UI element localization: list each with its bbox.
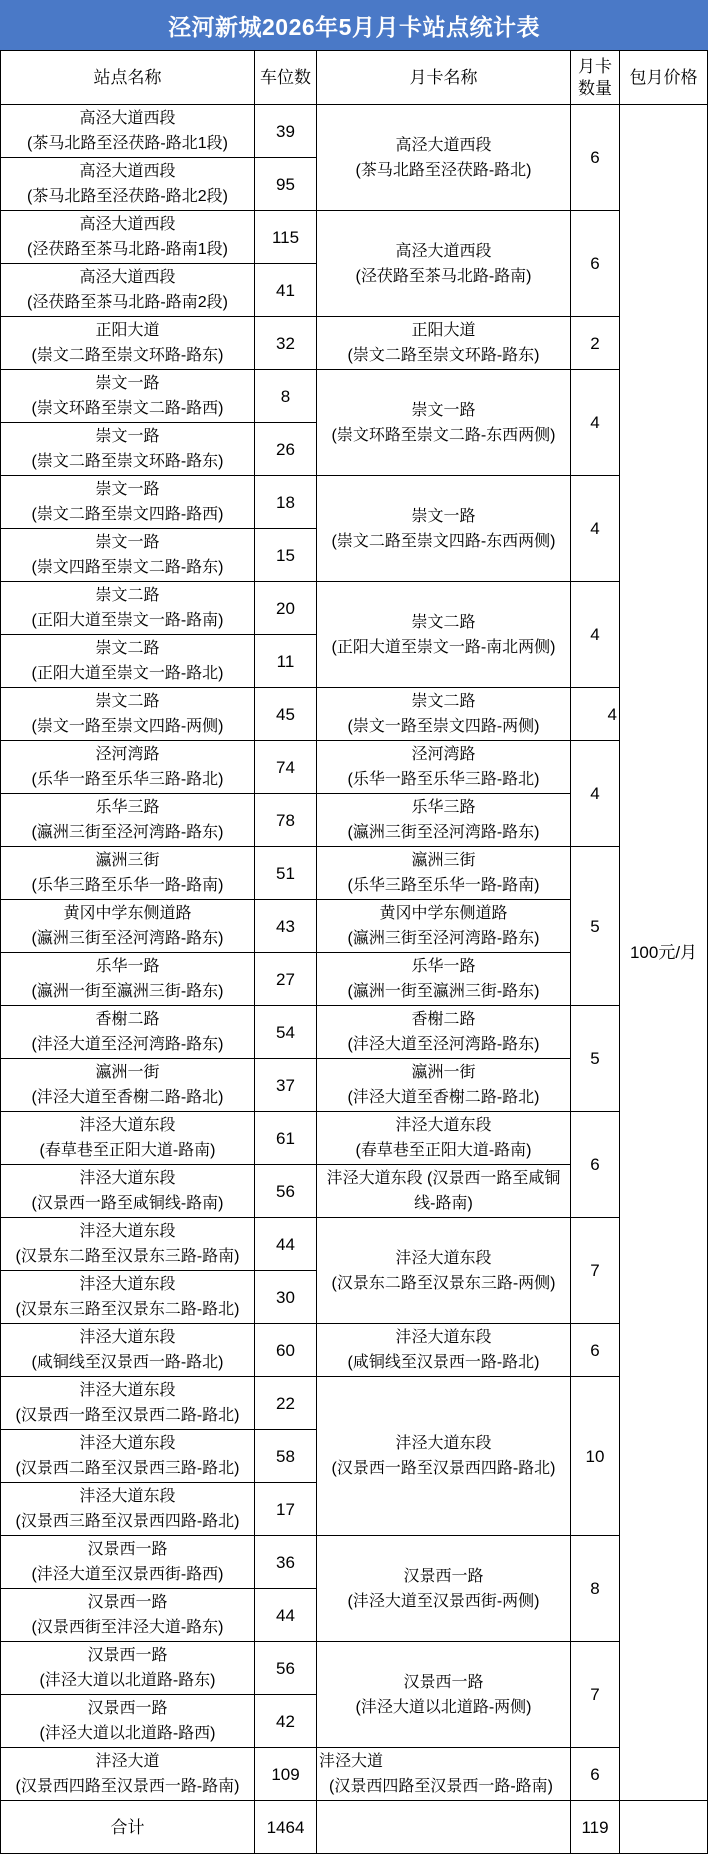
parking-spaces-cell: 56	[255, 1642, 317, 1695]
parking-spaces-cell: 26	[255, 423, 317, 476]
station-row	[1, 1324, 708, 1377]
cell-text-line: 崇文一路	[95, 375, 160, 392]
parking-spaces-cell: 8	[255, 370, 317, 423]
station-name-cell	[1, 264, 255, 317]
station-name-cell	[1, 211, 255, 264]
header-card-name: 月卡名称	[317, 51, 571, 105]
card-count-cell: 7	[571, 1218, 620, 1324]
parking-spaces-cell: 30	[255, 1271, 317, 1324]
header-card-count: 月卡数量	[571, 51, 620, 105]
parking-spaces-cell: 51	[255, 847, 317, 900]
cell-text-line: (崇文二路至崇文环路-路东)	[31, 453, 224, 470]
parking-spaces-cell: 11	[255, 635, 317, 688]
card-name-cell	[317, 953, 571, 1006]
card-count-cell: 5	[571, 1006, 620, 1112]
cell-text-line: 沣泾大道东段	[79, 1329, 176, 1346]
station-name-cell	[1, 1430, 255, 1483]
cell-text-line: (瀛洲三街至泾河湾路-路东)	[347, 930, 540, 947]
card-count-cell: 6	[571, 1324, 620, 1377]
cell-text-line: (崇文二路至崇文环路-路东)	[31, 347, 224, 364]
card-name-cell	[317, 1059, 571, 1112]
station-name-cell	[1, 741, 255, 794]
cell-text-line: 高泾大道西段	[79, 216, 176, 233]
parking-spaces-cell: 37	[255, 1059, 317, 1112]
station-name-cell	[1, 1059, 255, 1112]
total-price-empty	[620, 1801, 708, 1854]
card-count-cell: 6	[571, 1748, 620, 1801]
parking-spaces-cell: 54	[255, 1006, 317, 1059]
cell-text-line: 沣泾大道	[95, 1753, 160, 1770]
cell-text-line: (泾茯路至茶马北路-路南)	[355, 267, 532, 285]
station-row	[1, 1748, 708, 1801]
cell-text-line: 沣泾大道东段	[79, 1435, 176, 1452]
station-name-cell	[1, 158, 255, 211]
cell-text-line: 瀛洲一街	[95, 1064, 160, 1081]
card-name-cell	[317, 1642, 571, 1748]
station-row	[1, 105, 708, 158]
parking-spaces-cell: 18	[255, 476, 317, 529]
cell-text-line: (崇文四路至崇文二路-路东)	[31, 559, 224, 576]
cell-text-line: (沣泾大道至泾河湾路-路东)	[31, 1036, 224, 1053]
total-label: 合计	[1, 1801, 255, 1854]
cell-text-line: 汉景西一路	[87, 1541, 168, 1558]
cell-text-line: 乐华一路	[411, 958, 476, 975]
header-monthly-price: 包月价格	[620, 51, 708, 105]
cell-text-line: (咸铜线至汉景西一路-路北)	[347, 1354, 540, 1371]
card-name-cell	[317, 476, 571, 582]
cell-text-line: (瀛洲三街至泾河湾路-路东)	[347, 824, 540, 841]
station-row	[1, 1642, 708, 1695]
cell-text-line: (瀛洲一街至瀛洲三街-路东)	[31, 983, 224, 1000]
card-name-cell	[317, 1377, 571, 1536]
station-row	[1, 1006, 708, 1059]
cell-text-line: 泾河湾路	[95, 746, 160, 763]
parking-spaces-cell: 44	[255, 1589, 317, 1642]
card-count-cell: 8	[571, 1536, 620, 1642]
parking-spaces-cell: 61	[255, 1112, 317, 1165]
station-name-cell	[1, 1748, 255, 1801]
card-name-cell	[317, 794, 571, 847]
parking-spaces-cell: 58	[255, 1430, 317, 1483]
station-name-cell	[1, 317, 255, 370]
total-card-count: 119	[571, 1801, 620, 1854]
station-row	[1, 1218, 708, 1271]
header-parking-spaces: 车位数	[255, 51, 317, 105]
station-row	[1, 370, 708, 423]
station-row	[1, 1112, 708, 1165]
card-count-cell: 6	[571, 1112, 620, 1218]
station-name-cell	[1, 105, 255, 158]
station-name-cell	[1, 370, 255, 423]
card-name-cell	[317, 370, 571, 476]
total-row	[1, 1801, 708, 1854]
cell-text-line: (茶马北路至泾茯路-路北1段)	[27, 135, 228, 152]
cell-text-line: 黄冈中学东侧道路	[379, 905, 508, 922]
cell-text-line: 沣泾大道东段	[79, 1382, 176, 1399]
cell-text-line: 泾河湾路	[411, 746, 476, 763]
cell-text-line: 崇文一路	[95, 534, 160, 551]
cell-text-line: 沣泾大道东段	[79, 1170, 176, 1187]
station-name-cell	[1, 794, 255, 847]
cell-text-line: 高泾大道西段	[79, 163, 176, 180]
cell-text-line: (崇文环路至崇文二路-东西两侧)	[331, 426, 556, 444]
cell-text-line: 崇文二路	[411, 693, 476, 710]
card-name-cell	[317, 1006, 571, 1059]
cell-text-line: (沣泾大道以北道路-两侧)	[355, 1698, 532, 1716]
parking-spaces-cell: 36	[255, 1536, 317, 1589]
cell-text-line: (崇文二路至崇文四路-东西两侧)	[331, 532, 556, 550]
station-row	[1, 211, 708, 264]
station-row	[1, 476, 708, 529]
cell-text-line: (沣泾大道至汉景西街-路西)	[31, 1566, 224, 1583]
station-row	[1, 1377, 708, 1430]
cell-text-line: (汉景西四路至汉景西一路-路南)	[15, 1778, 240, 1795]
cell-text-line: 汉景西一路	[403, 1567, 484, 1585]
cell-text-line: (咸铜线至汉景西一路-路北)	[31, 1354, 224, 1371]
cell-text-line: 沣泾大道东段	[395, 1249, 492, 1267]
cell-text-line: 高泾大道西段	[79, 110, 176, 127]
card-name-cell	[317, 1165, 571, 1218]
cell-text-line: (汉景西四路至汉景西一路-路南)	[329, 1778, 553, 1795]
card-count-cell: 10	[571, 1377, 620, 1536]
station-name-cell	[1, 1218, 255, 1271]
cell-text-line: (乐华一路至乐华三路-路北)	[31, 771, 224, 788]
cell-text-line: 崇文二路	[95, 587, 160, 604]
cell-text-line: 崇文一路	[95, 481, 160, 498]
card-count-cell: 2	[571, 317, 620, 370]
cell-text-line: 乐华三路	[95, 799, 160, 816]
card-name-cell	[317, 211, 571, 317]
cell-text-line: (沣泾大道至泾河湾路-路东)	[347, 1036, 540, 1053]
station-name-cell	[1, 1165, 255, 1218]
cell-text-line: (泾茯路至茶马北路-路南1段)	[27, 241, 228, 258]
parking-spaces-cell: 39	[255, 105, 317, 158]
cell-text-line: 沣泾大道东段	[79, 1117, 176, 1134]
parking-spaces-cell: 20	[255, 582, 317, 635]
cell-text-line: (正阳大道至崇文一路-南北两侧)	[331, 638, 556, 656]
cell-text-line: 沣泾大道	[319, 1753, 384, 1770]
stations-table	[0, 50, 708, 1854]
station-name-cell	[1, 1695, 255, 1748]
cell-text-line: 沣泾大道东段	[395, 1329, 492, 1346]
parking-spaces-cell: 95	[255, 158, 317, 211]
cell-text-line: 香榭二路	[411, 1011, 476, 1028]
cell-text-line: (乐华一路至乐华三路-路北)	[347, 771, 540, 788]
parking-spaces-cell: 41	[255, 264, 317, 317]
cell-text-line: 正阳大道	[95, 322, 160, 339]
station-row	[1, 1536, 708, 1589]
cell-text-line: 瀛洲一街	[411, 1064, 476, 1081]
station-name-cell	[1, 688, 255, 741]
cell-text-line: (汉景东三路至汉景东二路-路北)	[15, 1301, 240, 1318]
cell-text-line: 沣泾大道东段 (汉景西一路至咸铜线-路南)	[326, 1170, 561, 1212]
cell-text-line: 沣泾大道东段	[395, 1435, 492, 1452]
parking-spaces-cell: 32	[255, 317, 317, 370]
cell-text-line: (茶马北路至泾茯路-路北2段)	[27, 188, 228, 205]
station-name-cell	[1, 582, 255, 635]
parking-spaces-cell: 27	[255, 953, 317, 1006]
total-parking-spaces: 1464	[255, 1801, 317, 1854]
cell-text-line: (茶马北路至泾茯路-路北)	[355, 161, 532, 179]
cell-text-line: 汉景西一路	[87, 1700, 168, 1717]
card-name-cell	[317, 1218, 571, 1324]
parking-spaces-cell: 56	[255, 1165, 317, 1218]
monthly-price-cell: 100元/月	[620, 105, 708, 1801]
station-name-cell	[1, 1324, 255, 1377]
cell-text-line: 乐华一路	[95, 958, 160, 975]
cell-text-line: 瀛洲三街	[95, 852, 160, 869]
card-name-cell	[317, 1112, 571, 1165]
card-name-cell	[317, 900, 571, 953]
station-name-cell	[1, 1589, 255, 1642]
cell-text-line: (乐华三路至乐华一路-路南)	[347, 877, 540, 894]
cell-text-line: (沣泾大道至香榭二路-路北)	[347, 1089, 540, 1106]
cell-text-line: (汉景西一路至汉景西二路-路北)	[15, 1407, 240, 1424]
cell-text-line: 汉景西一路	[87, 1647, 168, 1664]
card-count-cell: 4	[571, 370, 620, 476]
parking-spaces-cell: 22	[255, 1377, 317, 1430]
card-count-cell: 4	[571, 741, 620, 847]
parking-spaces-cell: 17	[255, 1483, 317, 1536]
cell-text-line: 高泾大道西段	[79, 269, 176, 286]
cell-text-line: 黄冈中学东侧道路	[63, 905, 192, 922]
cell-text-line: (汉景西二路至汉景西三路-路北)	[15, 1460, 240, 1477]
cell-text-line: (瀛洲三街至泾河湾路-路东)	[31, 824, 224, 841]
cell-text-line: (春草巷至正阳大道-路南)	[355, 1142, 532, 1159]
card-count-cell: 7	[571, 1642, 620, 1748]
parking-spaces-cell: 43	[255, 900, 317, 953]
card-name-cell	[317, 847, 571, 900]
station-name-cell	[1, 1483, 255, 1536]
header-station-name: 站点名称	[1, 51, 255, 105]
cell-text-line: (崇文二路至崇文四路-路西)	[31, 506, 224, 523]
station-row	[1, 688, 708, 741]
card-name-cell	[317, 317, 571, 370]
card-name-cell	[317, 1324, 571, 1377]
page-title: 泾河新城2026年5月月卡站点统计表	[0, 0, 708, 50]
cell-text-line: (正阳大道至崇文一路-路北)	[31, 665, 224, 682]
parking-spaces-cell: 45	[255, 688, 317, 741]
cell-text-line: 乐华三路	[411, 799, 476, 816]
cell-text-line: (瀛洲三街至泾河湾路-路东)	[31, 930, 224, 947]
card-name-cell	[317, 1748, 571, 1801]
cell-text-line: (沣泾大道至香榭二路-路北)	[31, 1089, 224, 1106]
parking-spaces-cell: 78	[255, 794, 317, 847]
station-name-cell	[1, 1006, 255, 1059]
cell-text-line: 崇文一路	[411, 507, 476, 525]
cell-text-line: 瀛洲三街	[411, 852, 476, 869]
cell-text-line: 高泾大道西段	[395, 242, 492, 260]
parking-spaces-cell: 115	[255, 211, 317, 264]
cell-text-line: 崇文二路	[411, 613, 476, 631]
card-count-cell: 5	[571, 847, 620, 1006]
parking-spaces-cell: 60	[255, 1324, 317, 1377]
station-name-cell	[1, 1642, 255, 1695]
card-count-cell: 4	[571, 476, 620, 582]
parking-spaces-cell: 109	[255, 1748, 317, 1801]
cell-text-line: 崇文一路	[411, 401, 476, 419]
station-row	[1, 582, 708, 635]
cell-text-line: (乐华三路至乐华一路-路南)	[31, 877, 224, 894]
cell-text-line: 崇文一路	[95, 428, 160, 445]
station-row	[1, 317, 708, 370]
card-count-cell: 6	[571, 105, 620, 211]
card-name-cell	[317, 582, 571, 688]
card-name-cell	[317, 741, 571, 794]
cell-text-line: (汉景东二路至汉景东三路-两侧)	[331, 1274, 556, 1292]
cell-text-line: (汉景西一路至汉景西四路-路北)	[331, 1460, 556, 1477]
table-body	[1, 105, 708, 1801]
parking-spaces-cell: 74	[255, 741, 317, 794]
cell-text-line: (沣泾大道至汉景西街-两侧)	[347, 1592, 540, 1610]
cell-text-line: (崇文环路至崇文二路-路西)	[31, 400, 224, 417]
cell-text-line: (崇文二路至崇文环路-路东)	[347, 347, 540, 364]
cell-text-line: 香榭二路	[95, 1011, 160, 1028]
station-name-cell	[1, 847, 255, 900]
header-row	[1, 51, 708, 105]
card-count-cell: 4	[571, 582, 620, 688]
cell-text-line: (沣泾大道以北道路-路西)	[39, 1725, 216, 1742]
card-name-cell	[317, 1536, 571, 1642]
cell-text-line: 正阳大道	[411, 322, 476, 339]
cell-text-line: 沣泾大道东段	[395, 1117, 492, 1134]
parking-spaces-cell: 44	[255, 1218, 317, 1271]
cell-text-line: (汉景西三路至汉景西四路-路北)	[15, 1513, 240, 1530]
cell-text-line: 汉景西一路	[403, 1673, 484, 1691]
card-count-cell: 6	[571, 211, 620, 317]
station-name-cell	[1, 1536, 255, 1589]
cell-text-line: (汉景东二路至汉景东三路-路南)	[15, 1248, 240, 1265]
cell-text-line: 汉景西一路	[87, 1594, 168, 1611]
cell-text-line: (沣泾大道以北道路-路东)	[39, 1672, 216, 1689]
station-name-cell	[1, 529, 255, 582]
station-name-cell	[1, 900, 255, 953]
cell-text-line: (春草巷至正阳大道-路南)	[39, 1142, 216, 1159]
card-count-cell: 4	[571, 688, 620, 741]
cell-text-line: 沣泾大道东段	[79, 1276, 176, 1293]
station-row	[1, 847, 708, 900]
cell-text-line: (瀛洲一街至瀛洲三街-路东)	[347, 983, 540, 1000]
cell-text-line: 沣泾大道东段	[79, 1223, 176, 1240]
station-name-cell	[1, 635, 255, 688]
cell-text-line: (崇文一路至崇文四路-两侧)	[31, 718, 224, 735]
parking-spaces-cell: 42	[255, 1695, 317, 1748]
station-name-cell	[1, 1377, 255, 1430]
parking-spaces-cell: 15	[255, 529, 317, 582]
station-row	[1, 741, 708, 794]
station-name-cell	[1, 1112, 255, 1165]
station-name-cell	[1, 423, 255, 476]
cell-text-line: (汉景西街至沣泾大道-路东)	[31, 1619, 224, 1636]
station-name-cell	[1, 953, 255, 1006]
cell-text-line: (泾茯路至茶马北路-路南2段)	[27, 294, 228, 311]
station-name-cell	[1, 1271, 255, 1324]
cell-text-line: (汉景西一路至咸铜线-路南)	[31, 1195, 224, 1212]
cell-text-line: 沣泾大道东段	[79, 1488, 176, 1505]
cell-text-line: 高泾大道西段	[395, 136, 492, 154]
card-name-cell	[317, 105, 571, 211]
cell-text-line: (崇文一路至崇文四路-两侧)	[347, 718, 540, 735]
cell-text-line: (正阳大道至崇文一路-路南)	[31, 612, 224, 629]
cell-text-line: 崇文二路	[95, 640, 160, 657]
cell-text-line: 崇文二路	[95, 693, 160, 710]
station-name-cell	[1, 476, 255, 529]
card-name-cell	[317, 688, 571, 741]
total-card-name-empty	[317, 1801, 571, 1854]
